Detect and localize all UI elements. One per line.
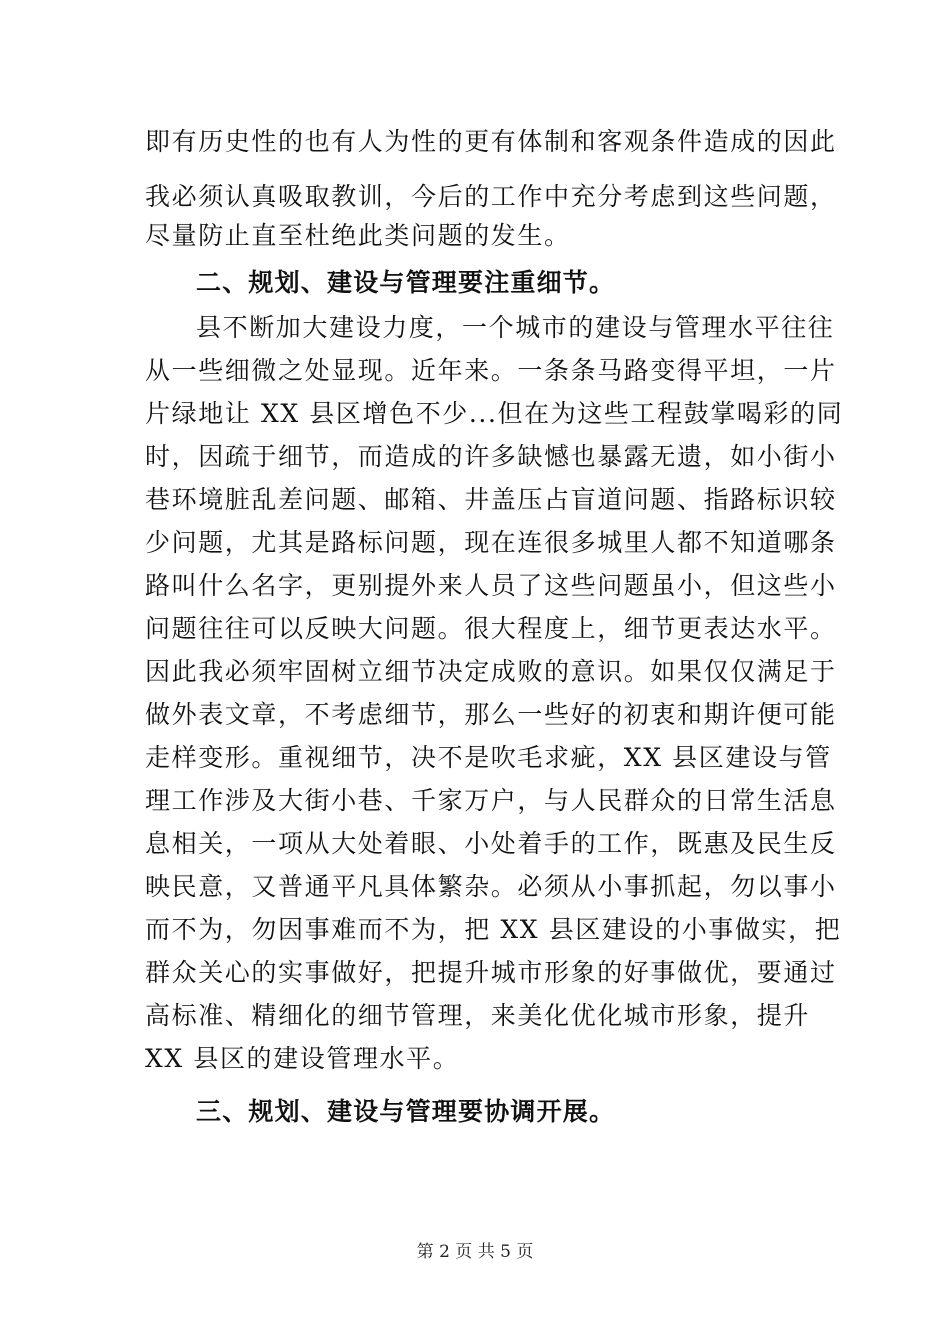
paragraph-line: 因此我必须牢固树立细节决定成败的意识。如果仅仅满足于 (145, 657, 837, 686)
paragraph-line: 走样变形。重视细节，决不是吹毛求疵，XX 县区建设与管 (145, 743, 832, 772)
paragraph-line: 做外表文章，不考虑细节，那么一些好的初衷和期许便可能 (145, 700, 837, 729)
paragraph-line: 我必须认真吸取教训，今后的工作中充分考虑到这些问题， (145, 182, 837, 211)
paragraph-line: XX 县区的建设管理水平。 (145, 1044, 460, 1073)
paragraph-line: 即有历史性的也有人为性的更有体制和客观条件造成的因此 (145, 127, 837, 156)
paragraph-line: 高标准、精细化的细节管理，来美化优化城市形象，提升 (145, 1001, 811, 1030)
paragraph-line: 映民意，又普通平凡具体繁杂。必须从小事抓起，勿以事小 (145, 872, 837, 901)
paragraph-line: 少问题，尤其是路标问题，现在连很多城里人都不知道哪条 (145, 528, 837, 557)
paragraph-line: 时，因疏于细节，而造成的许多缺憾也暴露无遗，如小街小 (145, 442, 837, 471)
paragraph-line: 群众关心的实事做好，把提升城市形象的好事做优，要通过 (145, 958, 837, 987)
paragraph-line: 县不断加大建设力度，一个城市的建设与管理水平往往 (196, 313, 835, 342)
page-footer: 第 2 页 共 5 页 (416, 1242, 534, 1262)
paragraph-line: 尽量防止直至杜绝此类问题的发生。 (145, 221, 571, 250)
paragraph-line: 巷环境脏乱差问题、邮箱、井盖压占盲道问题、指路标识较 (145, 485, 837, 514)
paragraph-line: 路叫什么名字，更别提外来人员了这些问题虽小，但这些小 (145, 571, 837, 600)
paragraph-line: 息相关，一项从大处着眼、小处着手的工作，既惠及民生反 (145, 829, 837, 858)
paragraph-line: 理工作涉及大街小巷、千家万户，与人民群众的日常生活息 (145, 786, 837, 815)
section-heading-3: 三、规划、建设与管理要协调开展。 (196, 1097, 616, 1126)
paragraph-line: 从一些细微之处显现。近年来。一条条马路变得平坦，一片 (145, 356, 837, 385)
paragraph-line: 而不为，勿因事难而不为，把 XX 县区建设的小事做实，把 (145, 915, 842, 944)
paragraph-line: 片绿地让 XX 县区增色不少...但在为这些工程鼓掌喝彩的同 (145, 399, 844, 428)
paragraph-line: 问题往往可以反映大问题。很大程度上，细节更表达水平。 (145, 614, 837, 643)
section-heading-2: 二、规划、建设与管理要注重细节。 (196, 268, 616, 297)
